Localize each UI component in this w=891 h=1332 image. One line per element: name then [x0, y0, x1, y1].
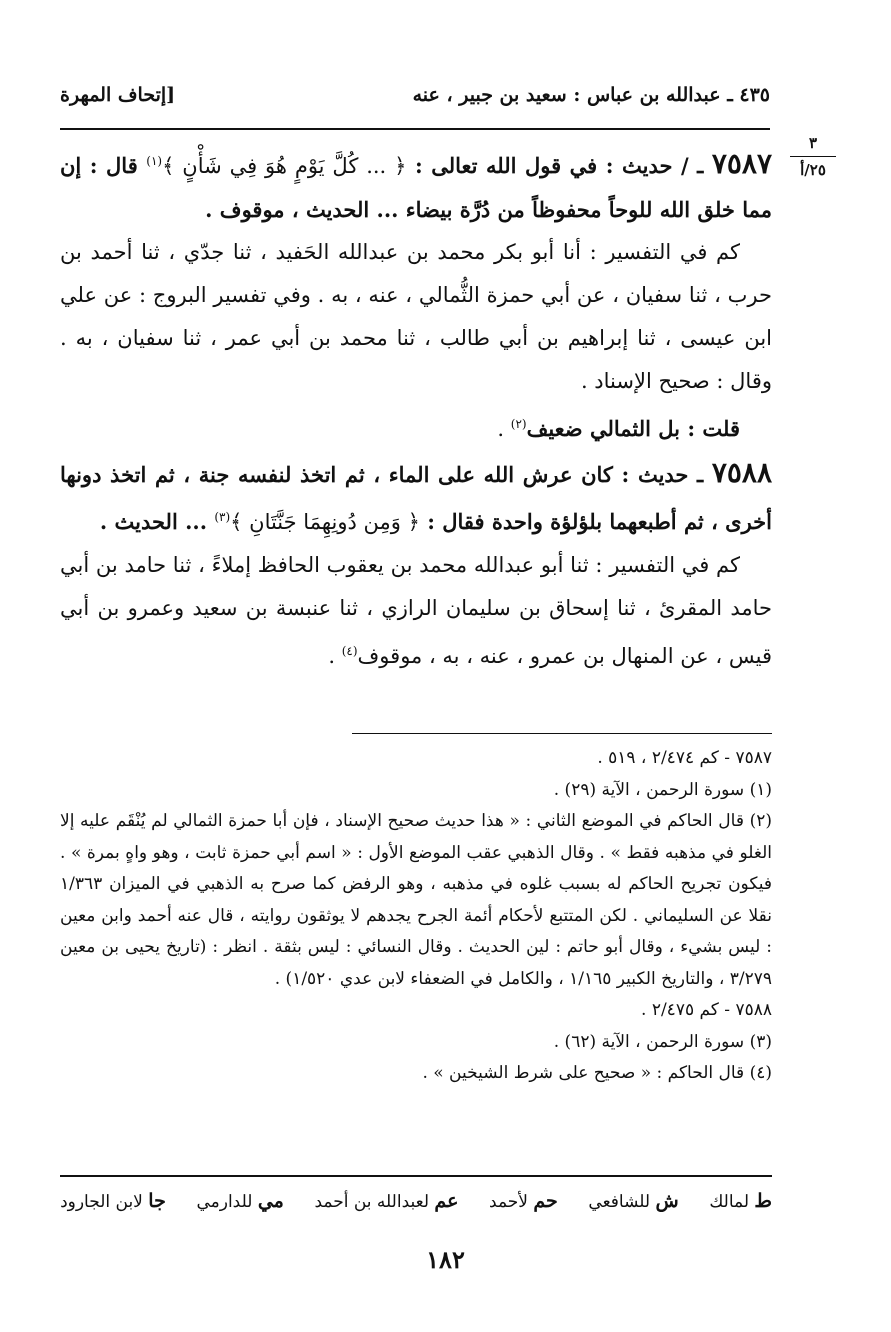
- main-text: [60, 140, 772, 678]
- footnote-7587-source: ٧٥٨٧ - كم ٢/٤٧٤ ، ٥١٩ .: [597, 748, 772, 768]
- comment-text: قلت : بل الثمالي ضعيف: [526, 416, 740, 441]
- chapter-title: ٤٣٥ ـ عبدالله بن عباس : سعيد بن جبير ، عنه: [412, 84, 770, 106]
- entry-7588-heading: [60, 451, 772, 544]
- page-number: ١٨٢: [426, 1245, 465, 1274]
- entry-7588-isnad: [60, 544, 772, 678]
- abbreviation-item: مي للدارمي: [196, 1190, 284, 1212]
- margin-note-divider: [790, 156, 836, 157]
- footnote-rule: [352, 733, 772, 734]
- abbreviation-item: ش للشافعي: [588, 1190, 679, 1212]
- footnotes: [60, 743, 772, 1090]
- quran-verse: ﴿ وَمِن دُونِهِمَا جَنَّتَانِ ﴾: [230, 510, 420, 534]
- footnote-3: (٣) سورة الرحمن ، الآية (٦٢) .: [553, 1031, 772, 1052]
- abbreviation-item: حم لأحمد: [489, 1190, 558, 1212]
- footnote-ref: (١): [146, 154, 163, 168]
- book-title: [إتحاف المهرة: [60, 84, 176, 106]
- entry-7587-isnad: كم في التفسير : أنا أبو بكر محمد بن عبدالله الحَفيد ، ثنا جدّي ، ثنا أحمد بن حرب ، ثنا سفيان ، عن أبي حمزة الثُّمالي ، عنه ، به . وفي تفسير البروج : عن علي ابن عيسى ، ثنا إبراهيم بن أبي طالب ، ثنا محمد بن أبي عمر ، ثنا سفيان ، به . وقال : صحيح الإسناد .: [60, 240, 772, 393]
- footnote-7588-source: ٧٥٨٨ - كم ٢/٤٧٥ .: [641, 1000, 772, 1020]
- footnote-ref: (٣): [214, 510, 231, 524]
- footnote-4: (٤) قال الحاكم : « صحيح على شرط الشيخين » .: [422, 1063, 772, 1083]
- comment-end: .: [497, 417, 511, 441]
- footnote-ref: (٤): [341, 644, 358, 658]
- margin-note-bottom: ٢٥/أ: [800, 161, 826, 179]
- entry-7587-heading: [60, 140, 772, 231]
- footnote-1: (١) سورة الرحمن ، الآية (٢٩) .: [553, 779, 772, 800]
- abbreviation-item: ط لمالك: [709, 1190, 772, 1212]
- footnote-2: (٢) قال الحاكم في الموضع الثاني : « هذا حديث صحيح الإسناد ، فإن أبا حمزة الثمالي لم يُنْقَم عليه إلا الغلو في مذهبه فقط » . وقال الذهبي عقب الموضع الأول : « اسم أبي حمزة ثابت ، وهو واهٍ بمرة » . فيكون تجريح الحاكم له بسبب غلوه في مذهبه ، وهو الرفض كما صرح به الذهبي في الميزان ١/٣٦٣ نقلا عن السليماني . لكن المتتبع لأحكام أئمة الجرح يجدهم لا يوثقون روايته ، قال عنه أحمد وابن معين : ليس بشيء ، وقال أبو حاتم : لين الحديث . وقال النسائي : ليس بثقة . انظر : (تاريخ يحيى بن معين ٣/٢٧٩ ، والتاريخ الكبير ١/١٦٥ ، والكامل في الضعفاء لابن عدي ١/٥٢٠) .: [60, 811, 772, 989]
- entry-text: ـ / حديث : في قول الله تعالى :: [406, 153, 712, 178]
- abbreviations-key: [60, 1190, 772, 1220]
- entry-number: ٧٥٨٨: [711, 456, 772, 489]
- abbreviation-item: جا لابن الجارود: [60, 1190, 166, 1212]
- margin-folio-note: [786, 134, 840, 179]
- running-head: [60, 84, 770, 114]
- entry-text-cont: قال : إن مما خلق الله للوحاً محفوظاً من دُرَّة بيضاء ... الحديث ، موقوف .: [60, 153, 772, 222]
- abbreviation-item: عم لعبدالله بن أحمد: [314, 1190, 459, 1212]
- quran-verse: ﴿ ... كُلَّ يَوْمٍ هُوَ فِي شَأْنٍ ﴾: [162, 154, 407, 178]
- abbreviations-rule: [60, 1175, 772, 1177]
- entry-number: ٧٥٨٧: [711, 147, 772, 180]
- header-rule: [60, 128, 770, 130]
- margin-note-top: ٣: [808, 134, 818, 152]
- isnad-end: .: [328, 644, 342, 668]
- entry-7587-comment: [60, 403, 772, 451]
- footnote-ref: (٢): [510, 417, 527, 431]
- entry-text: ـ حديث : كان عرش الله على الماء ، ثم اتخذ لنفسه جنة ، ثم اتخذ دونها أخرى ، ثم أطبعهما بلؤلؤة واحدة فقال :: [60, 462, 772, 534]
- entry-text-cont: ... الحديث .: [99, 509, 215, 534]
- isnad-text: كم في التفسير : ثنا أبو عبدالله محمد بن يعقوب الحافظ إملاءً ، ثنا حامد بن أبي حامد المقرئ ، ثنا إسحاق بن سليمان الرازي ، ثنا عنبسة بن سعيد وعمرو بن أبي قيس ، عن المنهال بن عمرو ، عنه ، به ، موقوف: [60, 553, 772, 668]
